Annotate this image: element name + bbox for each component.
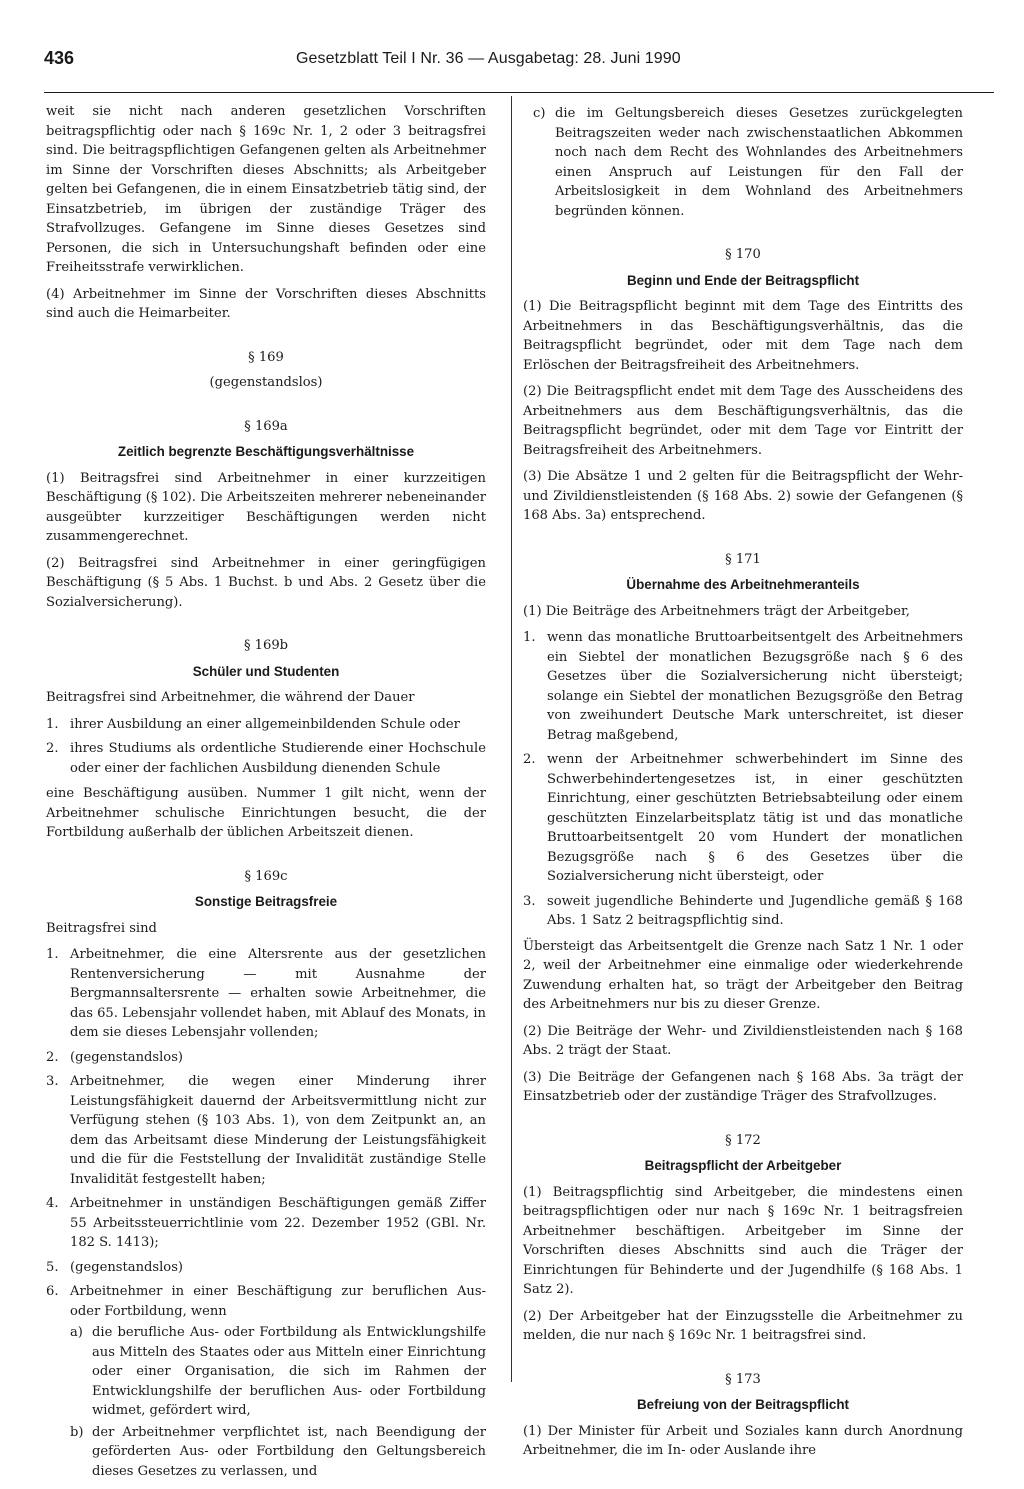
section-170-paragraph-2: (2) Die Beitragspflicht endet mit dem Tage des Ausscheidens des Arbeitnehmers aus dem Beschäftigungsverhältnis, das die Beitragspflicht begründet, oder mit dem Tage vor Eintritt der Beitragsfreiheit des Arbeitnehmers. [523,384,963,458]
list-item-number: 5. [46,1259,59,1275]
section-173-paragraph-1: (1) Der Minister für Arbeit und Soziales kann durch Anordnung Arbeitnehmer, die im In- oder Auslande ihre [523,1423,963,1458]
section-170-title: Beginn und Ende der Beitragspflicht [626,272,860,288]
section-169a-number: § 169a [244,418,288,434]
list-item-number: 4. [46,1196,59,1211]
list-item-text: soweit jugendliche Behinderte und Jugendliche gemäß § 168 Abs. 1 Satz 2 beitragspflichtig sind. [547,893,963,928]
list-item [46,1194,486,1253]
header-rule [44,92,994,93]
section-171-paragraph-2: (2) Die Beiträge der Wehr- und Zivildienstleistenden nach § 168 Abs. 2 trägt der Staat. [523,1023,963,1058]
list-item-text: Arbeitnehmer, die wegen einer Minderung ihrer Leistungsfähigkeit dauernd der Arbeitsvermittlung nicht zur Verfügung stehen (§ 103 Abs. 1), von dem Zeitpunkt an, an dem das Arbeitsamt diese Minderung der Leistungsfähigkeit und die für die Feststellung der Invalidität zuständige Stelle Invalidität festgestellt haben; [70,1074,486,1187]
section-170-paragraph-3: (3) Die Absätze 1 und 2 gelten für die Beitragspflicht der Wehr- und Zivildienstleistenden (§ 168 Abs. 2) sowie der Gefangenen (§ 168 Abs. 3a) entsprechend. [523,469,963,523]
section-173-title: Befreiung von der Beitragspflicht [636,1397,850,1412]
list-item [523,750,963,887]
list-item-number: 1. [46,716,59,732]
list-item-lead: Arbeitnehmer in einer Beschäftigung zur beruflichen Aus- oder Fortbildung, wenn [70,1284,486,1319]
page-number: 436 [44,48,75,68]
section-171-paragraph-3: (3) Die Beiträge der Gefangenen nach § 168 Abs. 3a trägt der Einsatzbetrieb oder der zuständige Träger des Strafvollzuges. [523,1069,963,1104]
section-172-title: Beitragspflicht der Arbeitgeber [644,1158,842,1173]
list-item [523,892,963,931]
list-item-text: Arbeitnehmer in unständigen Beschäftigungen gemäß Ziffer 55 Arbeitssteuerrichtlinie vom 22. Dezember 1952 (GBl. Nr. 182 S. 1413); [70,1196,486,1250]
section-171-title: Übernahme des Arbeitnehmeranteils [626,577,860,592]
list-item-text: wenn das monatliche Bruttoarbeitsentgelt des Arbeitnehmers ein Siebtel der monatlichen Bezugsgröße nach § 6 des Gesetzes über die Sozialversicherung nicht übersteigt; solange ein Siebtel der monatlichen Bezugsgröße den Betrag von zweihundert Deutsche Mark unterschreitet, ist dieser Betrag maßgebend, [547,630,963,743]
list-item-text: wenn der Arbeitnehmer schwerbehindert im Sinne des Schwerbehindertengesetzes ist, in einer geschützten Einrichtung, einer geschützten Betriebsabteilung oder einem geschützten Einzelarbeitsplatz tätig ist und das monatliche Bruttoarbeitsentgelt 20 vom Hundert der monatlichen Bezugsgröße nach § 6 des Gesetzes über die Sozialversicherung nicht übersteigt, oder [547,752,963,884]
list-item-text: ihrer Ausbildung an einer allgemeinbildenden Schule oder [70,716,460,732]
list-item-number: 1. [46,947,59,962]
list-item [46,1072,486,1189]
list-item-text [70,1282,486,1483]
list-item [523,628,963,745]
section-169b-outro: eine Beschäftigung ausüben. Nummer 1 gilt nicht, wenn der Arbeitnehmer schulische Einrichtungen besucht, die der Fortbildung außerhalb der üblichen Arbeitszeit dienen. [46,786,486,840]
list-item-number: 2. [46,741,59,756]
sub-item-text: die berufliche Aus- oder Fortbildung als Entwicklungshilfe aus Mitteln des Staates oder aus Mitteln einer Einrichtung oder einer Organisation, die sich im Rahmen der Entwicklungshilfe der beruflichen Aus- oder Fortbildung widmet, gefördert wird, [92,1325,486,1418]
list-item-text: ihres Studiums als ordentliche Studierende einer Hochschule oder einer der fachlichen Ausbildung dienenden Schule [70,741,486,776]
sub-item-letter: c) [533,106,546,121]
list-item-text: (gegenstandslos) [70,1049,184,1065]
sub-item-letter: a) [70,1325,83,1340]
list-item [46,739,486,778]
list-item-number: 2. [46,1049,59,1065]
section-173-number: § 173 [725,1371,761,1387]
section-169b-number: § 169b [243,638,289,653]
list-item [46,1048,486,1068]
sub-item [70,1323,486,1421]
section-169b-title: Schüler und Studenten [192,663,340,679]
list-item-number: 6. [46,1284,59,1299]
section-171-intro: (1) Die Beiträge des Arbeitnehmers trägt der Arbeitgeber, [523,603,910,619]
list-item-text: Arbeitnehmer, die eine Altersrente aus der gesetzlichen Rentenversicherung — mit Ausnahme der Bergmannsaltersrente — erhalten sowie Arbeitnehmer, die das 65. Lebensjahr vollendet haben, mit Ablauf des Monats, in dem sie dieses Lebensjahr vollenden; [70,947,486,1040]
section-171-list [523,628,963,931]
paragraph-4: (4) Arbeitnehmer im Sinne der Vorschriften dieses Abschnitts sind auch die Heimarbeiter. [46,286,486,321]
section-169-note: (gegenstandslos) [209,375,323,390]
list-item-number: 1. [523,630,536,645]
section-169c-intro: Beitragsfrei sind [46,920,157,936]
list-item-number: 2. [523,752,536,767]
list-item-number: 3. [46,1074,59,1089]
section-170-number: § 170 [725,247,761,262]
section-171-outro: Übersteigt das Arbeitsentgelt die Grenze nach Satz 1 Nr. 1 oder 2, weil der Arbeitnehmer eine einmalige oder wiederkehrende Zuwendung erhalten hat, so trägt der Arbeitgeber den Beitrag des Arbeitnehmers nur bis zu dieser Grenze. [523,938,963,1012]
section-170-paragraph-1: (1) Die Beitragspflicht beginnt mit dem Tage des Eintritts des Arbeitnehmers in das Beschäftigungsverhältnis, das die Beitragspflicht begründet, oder mit dem Tage nach dem Erlöschen der Beitragsfreiheit des Arbeitnehmers. [523,299,963,373]
section-169b-list [46,715,486,779]
list-item-number: 3. [523,893,536,909]
sub-item [533,104,963,221]
list-item [46,1258,486,1278]
section-169c-title: Sonstige Beitragsfreie [194,894,338,909]
section-169b-intro: Beitragsfrei sind Arbeitnehmer, die während der Dauer [46,690,415,705]
sub-item [70,1423,486,1482]
section-169a-paragraph-2: (2) Beitragsfrei sind Arbeitnehmer in einer geringfügigen Beschäftigung (§ 5 Abs. 1 Buchst. b und Abs. 2 Gesetz über die Sozialversicherung). [46,555,486,610]
paragraph-continued: weit sie nicht nach anderen gesetzlichen Vorschriften beitragspflichtig oder nach § 169c Nr. 1, 2 oder 3 beitragsfrei sind. Die beitragspflichtigen Gefangenen gelten als Arbeitnehmer im Sinne der Vorschriften dieses Abschnitts; als Arbeitgeber gelten bei Gefangenen, die in einem Einsatzbetrieb tätig sind, der Einsatzbetrieb, im übrigen der zuständige Träger des Strafvollzuges. Gefangene im Sinne dieses Gesetzes sind Personen, die sich in Untersuchungshaft befinden oder eine Freiheitsstrafe verwirklichen. [46,104,486,275]
section-169-number: § 169 [248,349,284,365]
section-169c-number: § 169c [244,868,288,884]
section-172-paragraph-1: (1) Beitragspflichtig sind Arbeitgeber, die mindestens einen beitragspflichtigen oder nur nach § 169c Nr. 1 beitragsfreien Arbeitnehmer beschäftigen. Arbeitgeber im Sinne der Vorschriften dieses Abschnitts sind auch die Träger der Einrichtungen für Behinderte und der Jugendhilfe (§ 168 Abs. 1 Satz 2). [523,1184,963,1297]
list-item [46,1282,486,1483]
column-divider [511,96,512,1382]
list-item-text: (gegenstandslos) [70,1259,184,1275]
left-column [46,102,486,1489]
running-title: Gesetzblatt Teil I Nr. 36 — Ausgabetag: 28. Juni 1990 [296,50,681,67]
list-item [46,945,486,1043]
section-169a-title: Zeitlich begrenzte Beschäftigungsverhältnisse [117,444,415,459]
section-171-number: § 171 [725,551,761,567]
right-column [523,102,963,1468]
section-169a-paragraph-1: (1) Beitragsfrei sind Arbeitnehmer in einer kurzzeitigen Beschäftigung (§ 102). Die Arbeitszeiten mehrerer nebeneinander ausgeübter kurzzeitiger Beschäftigungen werden nicht zusammengerechnet. [46,470,486,544]
sub-item-text: der Arbeitnehmer verpflichtet ist, nach Beendigung der geförderten Aus- oder Fortbildung den Geltungsbereich dieses Gesetzes zu verlassen, und [92,1424,486,1479]
sub-item-letter: b) [70,1424,84,1440]
list-item [46,715,486,735]
section-169c-list [46,945,486,1483]
sub-item-text: die im Geltungsbereich dieses Gesetzes zurückgelegten Beitragszeiten weder nach zwischenstaatlichen Abkommen noch nach dem Recht des Wohnlandes des Arbeitnehmers einen Anspruch auf Leistungen für den Fall der Arbeitslosigkeit in dem Wohnland des Arbeitnehmers begründen können. [555,106,963,219]
page-header [44,48,994,76]
section-172-paragraph-2: (2) Der Arbeitgeber hat der Einzugsstelle die Arbeitnehmer zu melden, die nur nach § 169c Nr. 1 beitragsfrei sind. [523,1308,963,1343]
section-172-number: § 172 [725,1132,761,1148]
